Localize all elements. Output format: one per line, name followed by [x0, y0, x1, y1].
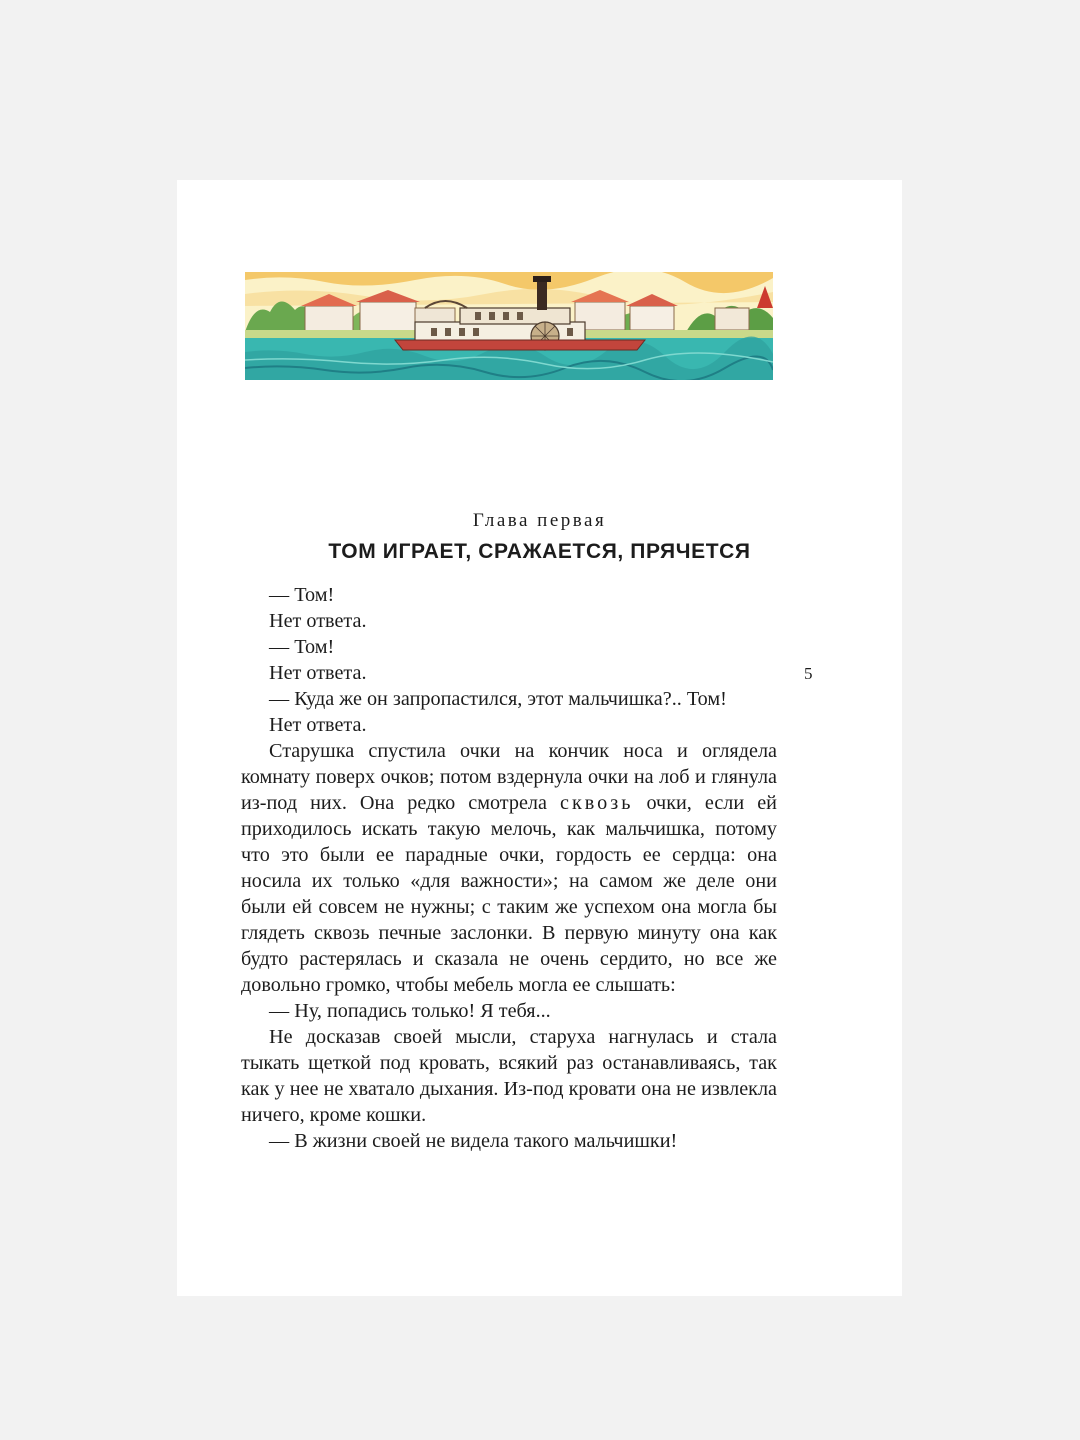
paragraph-text: очки, если ей приходилось искать такую мелочь, как мальчишка, потому что это были ее парадные очки, гордость ее сердца: она носила их только «для важности»; на самом же деле они были ей совсем не нужны; с таким же успехом она могла бы глядеть сквозь печные заслонки. В первую минуту она как будто растерялась и сказала не очень сердито, но все же довольно громко, чтобы мебель могла ее слышать:	[241, 792, 777, 996]
page-number: 5	[804, 664, 813, 683]
paragraph	[241, 738, 777, 998]
paragraph: Нет ответа.	[269, 714, 367, 736]
paragraph: — Куда же он запропастился, этот мальчишка?.. Том!	[269, 688, 727, 710]
emphasized-word: сквозь	[560, 792, 634, 814]
paragraph: Нет ответа.	[269, 610, 367, 632]
steamboat-illustration	[245, 272, 773, 380]
paragraph: — Том!	[269, 636, 335, 658]
paragraph: — В жизни своей не видела такого мальчишки!	[269, 1130, 678, 1152]
chapter-title: ТОМ ИГРАЕТ, СРАЖАЕТСЯ, ПРЯЧЕТСЯ	[328, 540, 751, 563]
paragraph: Не досказав своей мысли, старуха нагнулась и стала тыкать щеткой под кровать, всякий раз останавливаясь, так как у нее не хватало дыхания. Из-под кровати она не извлекла ничего, кроме кошки.	[241, 1026, 777, 1126]
paragraph: Нет ответа.	[269, 662, 367, 684]
chapter-label: Глава первая	[472, 510, 607, 531]
paragraph: — Ну, попадись только! Я тебя...	[269, 1000, 551, 1022]
paragraph: — Том!	[269, 584, 335, 606]
paragraph-text: Старушка спустила очки на кончик носа и оглядела комнату поверх очков; потом вздернула очки на лоб и глянула из-под них. Она редко смотрела	[241, 740, 777, 814]
chapter-body	[241, 582, 777, 1154]
book-page	[177, 180, 902, 1296]
